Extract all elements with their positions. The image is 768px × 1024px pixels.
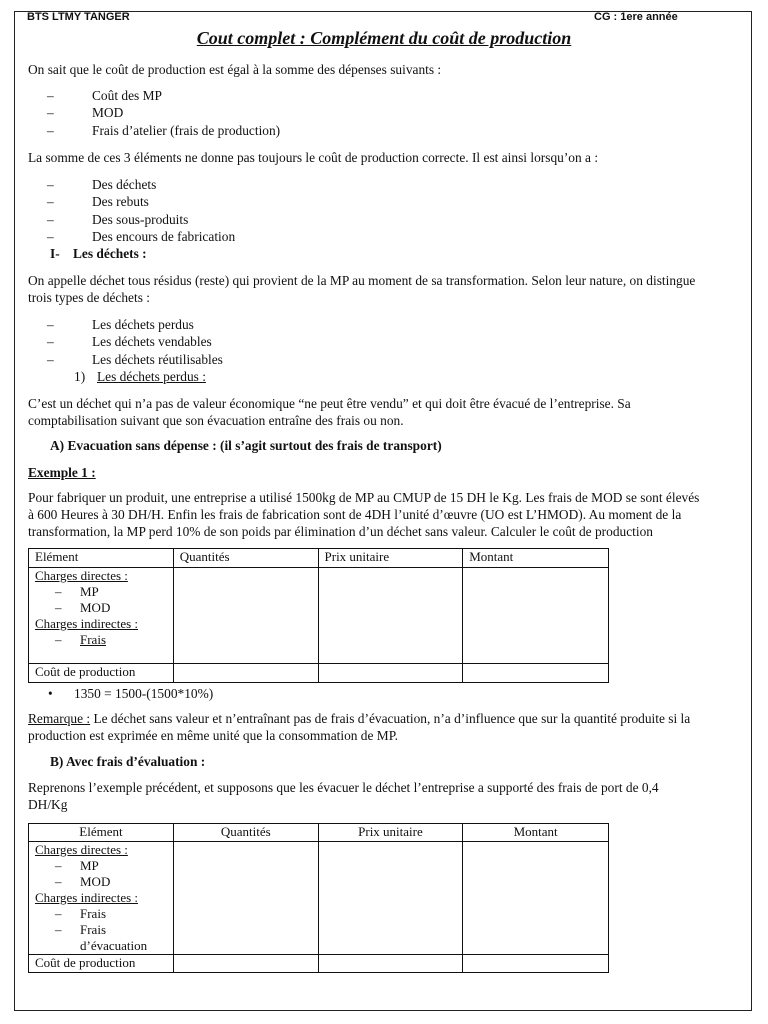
row-label: Charges directes : xyxy=(35,842,128,857)
table-cell xyxy=(463,842,609,955)
paragraph-line: C’est un déchet qui n’a pas de valeur économique “ne peut être vendu” et qui doit être évacué de l’entreprise. Sa xyxy=(28,396,631,411)
list-item: – Les déchets perdus xyxy=(47,317,194,332)
row-label: – MOD xyxy=(55,874,111,889)
row-label: – Frais xyxy=(55,922,106,937)
paragraph: La somme de ces 3 éléments ne donne pas toujours le coût de production correcte. Il est ainsi lorsqu’on a : xyxy=(28,150,599,165)
table-header: Quantités xyxy=(173,824,318,842)
table-header: Montant xyxy=(463,549,609,568)
section-heading: I- Les déchets : xyxy=(50,246,147,261)
table-cell xyxy=(173,664,318,683)
page-title: Cout complet : Complément du coût de production xyxy=(196,28,572,48)
paragraph-line: Reprenons l’exemple précédent, et supposons que les évacuer le déchet l’entreprise a supporté des frais de port de 0,4 xyxy=(28,780,659,795)
table-cell xyxy=(173,955,318,973)
cost-table-2 xyxy=(28,823,609,973)
table-cell xyxy=(463,568,609,664)
list-item: – Frais d’atelier (frais de production) xyxy=(47,123,281,138)
table-header: Elément xyxy=(29,824,174,842)
example-heading: Exemple 1 : xyxy=(28,465,96,480)
row-label: – MP xyxy=(55,584,99,599)
bullet-item: • 1350 = 1500-(1500*10%) xyxy=(48,686,214,701)
table-header: Elément xyxy=(29,549,174,568)
cost-table-1 xyxy=(28,548,609,683)
table-header: Prix unitaire xyxy=(318,549,463,568)
paragraph-line: trois types de déchets : xyxy=(28,290,150,305)
row-label: Charges indirectes : xyxy=(35,616,139,631)
row-label: – Frais xyxy=(55,632,106,647)
table-cell xyxy=(463,955,609,973)
list-item: – Des rebuts xyxy=(47,194,149,209)
list-item: – Les déchets réutilisables xyxy=(47,352,223,367)
table-cell xyxy=(173,568,318,664)
row-label: Charges directes : xyxy=(35,568,128,583)
table-header: Quantités xyxy=(173,549,318,568)
list-item: – Les déchets vendables xyxy=(47,334,212,349)
row-label: Coût de production xyxy=(29,664,174,683)
row-label: – MOD xyxy=(55,600,111,615)
remark-line: Remarque : Le déchet sans valeur et n’entraînant pas de frais d’évacuation, n’a d’influence que sur la quantité produite si la xyxy=(28,711,691,726)
paragraph-line: Pour fabriquer un produit, une entreprise a utilisé 1500kg de MP au CMUP de 15 DH le Kg. Les frais de MOD se sont élevés xyxy=(28,490,700,505)
table-cell xyxy=(318,664,463,683)
subsection-heading-a: A) Evacuation sans dépense : (il s’agit surtout des frais de transport) xyxy=(50,438,442,453)
remark-line: production est exprimée en même unité que la consommation de MP. xyxy=(28,728,399,743)
subsection-heading-b: B) Avec frais d’évaluation : xyxy=(50,754,206,769)
paragraph-line: DH/Kg xyxy=(28,797,68,812)
table-cell xyxy=(318,568,463,664)
paragraph-line: transformation, la MP perd 10% de son poids par élimination d’un déchet sans valeur. Calculer le coût de production xyxy=(28,524,653,539)
header-school: BTS LTMY TANGER xyxy=(27,11,130,23)
subsection-heading: 1) Les déchets perdus : xyxy=(74,369,206,384)
list-item: – Des encours de fabrication xyxy=(47,229,236,244)
list-item: – Des sous-produits xyxy=(47,212,189,227)
table-cell xyxy=(318,955,463,973)
header-level: CG : 1ere année xyxy=(594,11,678,23)
list-item: – Coût des MP xyxy=(47,88,162,103)
row-label: Coût de production xyxy=(29,955,174,973)
table-cell xyxy=(173,842,318,955)
row-label: d’évacuation xyxy=(80,938,148,953)
table-cell xyxy=(463,664,609,683)
list-item: – MOD xyxy=(47,105,124,120)
paragraph-line: On appelle déchet tous résidus (reste) qui provient de la MP au moment de sa transformation. Selon leur nature, on distingue xyxy=(28,273,696,288)
list-item: – Des déchets xyxy=(47,177,157,192)
table-cell-elements xyxy=(29,842,174,955)
table-header: Prix unitaire xyxy=(318,824,463,842)
row-label: Charges indirectes : xyxy=(35,890,139,905)
paragraph-line: comptabilisation suivant que son évacuation entraîne des frais ou non. xyxy=(28,413,404,428)
row-label: – MP xyxy=(55,858,99,873)
table-header: Montant xyxy=(463,824,609,842)
table-cell-elements xyxy=(29,568,174,664)
intro-text: On sait que le coût de production est égal à la somme des dépenses suivants : xyxy=(28,62,442,77)
paragraph-line: à 600 Heures à 30 DH/H. Enfin les frais de fabrication sont de 4DH l’unité d’œuvre (UO est L’HMOD). Au moment de la xyxy=(28,507,682,522)
table-cell xyxy=(318,842,463,955)
row-label: – Frais xyxy=(55,906,106,921)
